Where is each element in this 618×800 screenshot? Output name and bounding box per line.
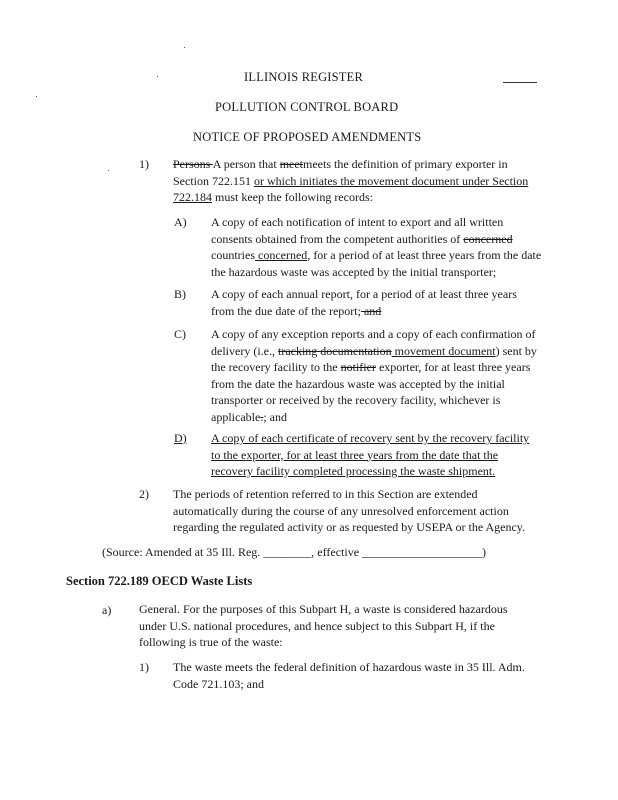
item-a1-number: 1) xyxy=(139,660,149,674)
strike-text: meet xyxy=(279,157,304,171)
sub-b-text: A copy of each annual report, for a period of at least three years from the due date of the report; and xyxy=(211,287,517,318)
inserted-text: movement document xyxy=(391,343,496,358)
scan-speck xyxy=(157,76,158,77)
scan-speck xyxy=(36,96,37,97)
register-title: ILLINOIS REGISTER xyxy=(244,70,364,84)
sub-c-letter: C) xyxy=(174,327,186,341)
item-2-number: 2) xyxy=(139,487,149,501)
scan-speck xyxy=(108,170,109,171)
strike-text: . xyxy=(260,409,264,424)
item-a-letter: a) xyxy=(102,603,112,617)
sub-a-text: A copy of each notification of intent to export and all written consents obtained from the competent authorities of concerned countries concerned, for a period of at least three years from the date the hazardous waste was accepted by the initial transporter; xyxy=(211,215,542,279)
inserted-text: A copy of each certificate of recovery sent by the recovery facility to the exporter, for at least three years from the date that the recovery facility completed processing the waste shipment. xyxy=(211,431,530,478)
source-note: (Source: Amended at 35 Ill. Reg. ________, effective ____________________) xyxy=(102,545,487,559)
sub-b-letter: B) xyxy=(174,287,186,301)
strike-text: Persons xyxy=(173,157,213,171)
item-a1-text: The waste meets the federal definition of hazardous waste in 35 Ill. Adm. Code 721.103; and xyxy=(173,660,525,691)
strike-text: concerned xyxy=(463,231,513,246)
strike-text: tracking documentation xyxy=(277,343,392,358)
board-title: POLLUTION CONTROL BOARD xyxy=(215,100,399,114)
item-a-text: General. For the purposes of this Subpart H, a waste is considered hazardous under U.S. national procedures, and hence subject to this Subpart H, if the following is true of the waste: xyxy=(139,602,508,649)
item-1-text: Persons A person that meetmeets the definition of primary exporter in Section 722.151 or which initiates the movement document under Section 722.184 must keep the following records: xyxy=(173,157,529,204)
header-rule xyxy=(503,82,537,83)
sub-c-text: A copy of any exception reports and a copy of each confirmation of delivery (i.e., tracking documentation movement document) sent by the recovery facility to the notifier exporter, for at least three years from the date the hazardous waste was accepted by the initial transporter or received by the recovery facility, whichever is applicable.; and xyxy=(211,327,537,424)
inserted-text: or which initiates the movement document under Section 722.184 xyxy=(173,173,529,204)
sub-a-letter: A) xyxy=(174,215,187,229)
strike-text: notifier xyxy=(340,360,376,374)
section-heading: Section 722.189 OECD Waste Lists xyxy=(66,574,253,588)
scan-speck xyxy=(184,47,185,48)
sub-d-text xyxy=(211,430,537,480)
item-2-text: The periods of retention referred to in this Section are extended automatically during the course of any unresolved enforcement action regarding the regulated activity or as requested by USEPA or the Agency. xyxy=(173,487,526,534)
item-1-number: 1) xyxy=(139,157,149,171)
inserted-text: concerned xyxy=(255,248,308,262)
sub-d-letter: D) xyxy=(174,431,187,445)
notice-title: NOTICE OF PROPOSED AMENDMENTS xyxy=(193,130,422,144)
strike-text: and xyxy=(360,303,382,318)
